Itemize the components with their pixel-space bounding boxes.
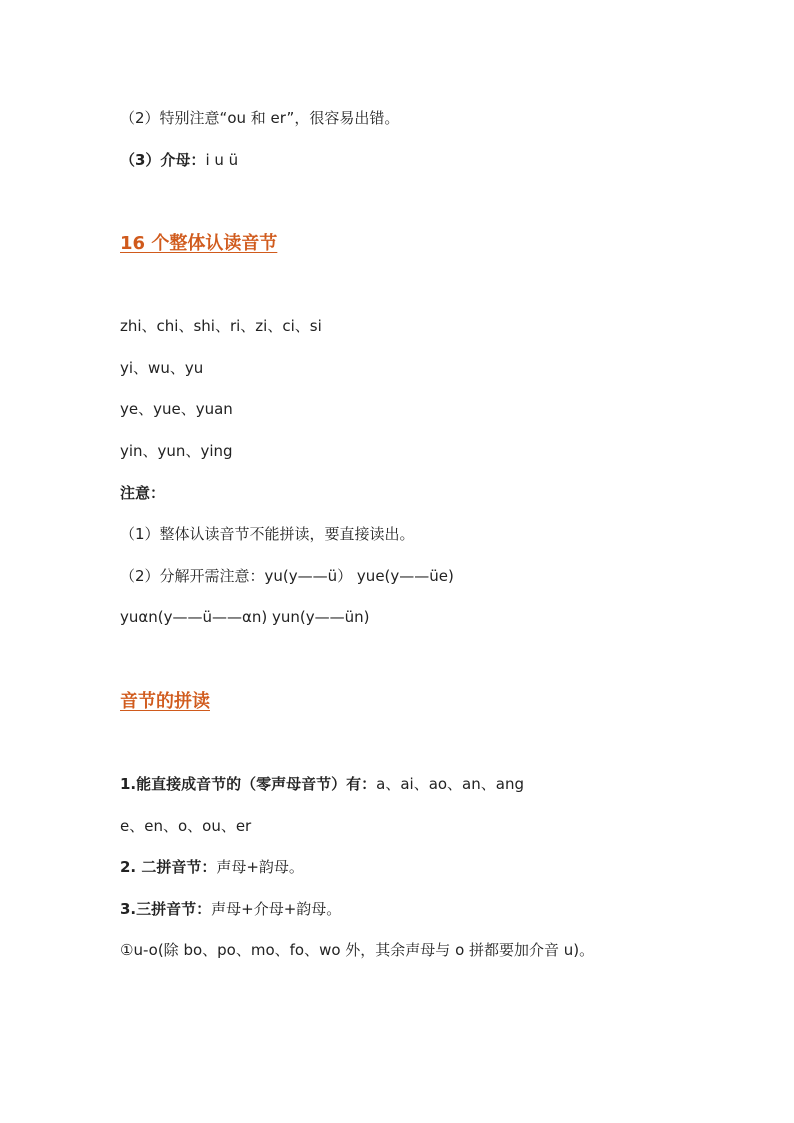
syllable-line-1: zhi、chi、shi、ri、zi、ci、si	[120, 317, 322, 335]
heading-whole-syllables: 16 个整体认读音节	[120, 233, 278, 254]
spell-item-2-value: 声母+韵母。	[216, 858, 304, 876]
spell-item-1-continued: e、en、o、ou、er	[120, 817, 252, 835]
spell-item-2-label: 2. 二拼音节：	[120, 858, 217, 876]
note-item-2: （2）分解开需注意：yu(y——ü） yue(y——üe)	[120, 567, 454, 585]
heading-syllable-spelling: 音节的拼读	[120, 691, 210, 712]
note-label: 注意：	[120, 484, 166, 502]
note-er-ou-text: （2）特别注意“ou 和 er”，很容易出错。	[120, 109, 400, 127]
syllable-line-3: ye、yue、yuan	[120, 400, 233, 418]
spell-item-3	[120, 899, 341, 919]
spell-item-1-label: 1.能直接成音节的（零声母音节）有：	[120, 775, 377, 793]
syllable-line-2: yi、wu、yu	[120, 359, 204, 377]
syllable-line-4: yin、yun、ying	[120, 442, 233, 460]
spell-item-1-value: a、ai、ao、an、ang	[376, 775, 524, 793]
note-er-ou	[120, 108, 399, 128]
spell-item-3-label: 3.三拼音节：	[120, 900, 212, 918]
note-item-1: （1）整体认读音节不能拼读，要直接读出。	[120, 525, 415, 543]
spell-item-1	[120, 774, 524, 794]
spell-item-4: ①u-o(除 bo、po、mo、fo、wo 外，其余声母与 o 拼都要加介音 u)。	[120, 941, 595, 959]
spell-item-3-value: 声母+介母+韵母。	[211, 900, 342, 918]
medial-label: （3）介母：	[120, 151, 206, 169]
note-item-3: yuαn(y——ü——αn) yun(y——ün)	[120, 608, 370, 626]
medial-line	[120, 150, 238, 170]
medial-value: i u ü	[205, 151, 239, 169]
spell-item-2	[120, 857, 304, 877]
